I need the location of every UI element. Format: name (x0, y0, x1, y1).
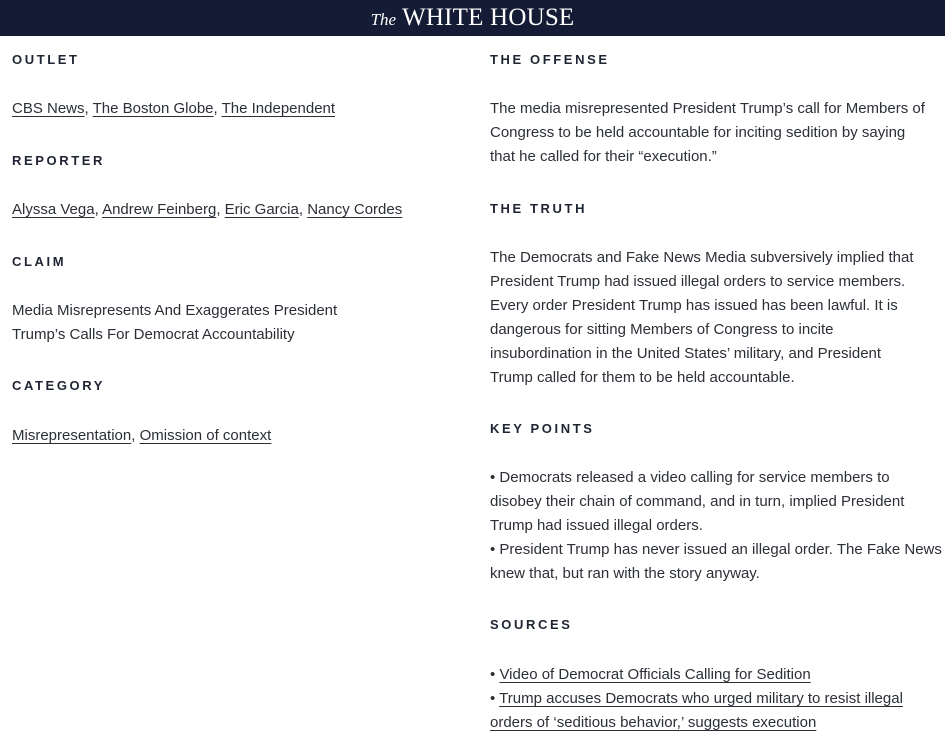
reporter-link-andrew-feinberg[interactable]: Andrew Feinberg (102, 201, 217, 218)
source-link-trump-accuses-cont[interactable]: orders of ‘seditious behavior,’ suggests execution (490, 714, 817, 731)
category-list (12, 424, 271, 448)
source-item (490, 663, 903, 687)
source-link-video[interactable]: Video of Democrat Officials Calling for Sedition (499, 666, 811, 683)
reporter-heading: REPORTER (12, 153, 106, 168)
white-house-logo[interactable] (371, 4, 575, 32)
key-point-line: • Democrats released a video calling for service members to (490, 469, 890, 486)
logo-main: WHITE HOUSE (402, 4, 575, 31)
claim-heading: CLAIM (12, 254, 67, 269)
offense-text (490, 97, 925, 169)
truth-line: The Democrats and Fake News Media subversively implied that (490, 249, 914, 266)
separator: , (298, 201, 304, 218)
truth-heading: THE TRUTH (490, 201, 588, 216)
separator: , (216, 201, 221, 218)
truth-text (490, 246, 914, 390)
truth-line: Trump called for them to be held accountable. (490, 369, 795, 386)
outlet-heading: OUTLET (12, 52, 80, 67)
category-link-omission[interactable]: Omission of context (139, 427, 272, 444)
category-link-misrepresentation[interactable]: Misrepresentation (12, 427, 132, 444)
offense-line: The media misrepresented President Trump’s call for Members of (490, 100, 925, 117)
reporter-link-alyssa-vega[interactable]: Alyssa Vega (12, 201, 95, 218)
source-item (490, 687, 903, 711)
sources-heading: SOURCES (490, 617, 573, 632)
separator: , (131, 427, 136, 444)
key-point-line: knew that, but ran with the story anyway. (490, 565, 760, 582)
outlet-link-boston-globe[interactable]: The Boston Globe (92, 100, 214, 117)
claim-line: Trump’s Calls For Democrat Accountability (12, 326, 295, 343)
reporter-list (12, 198, 402, 222)
separator: , (213, 100, 218, 117)
outlet-link-cbs[interactable]: CBS News (12, 100, 85, 117)
truth-line: Every order President Trump has issued has been lawful. It is (490, 297, 898, 314)
key-points-heading: KEY POINTS (490, 421, 595, 436)
offense-heading: THE OFFENSE (490, 52, 610, 67)
key-point-line: Trump had issued illegal orders. (490, 517, 703, 534)
site-header (0, 0, 945, 36)
key-points-text (490, 466, 942, 586)
sources-list (490, 663, 903, 735)
reporter-link-nancy-cordes[interactable]: Nancy Cordes (307, 201, 403, 218)
key-point-line: • President Trump has never issued an illegal order. The Fake News (490, 541, 942, 558)
separator: , (94, 201, 99, 218)
truth-line: insubordination in the United States’ military, and President (490, 345, 882, 362)
category-heading: CATEGORY (12, 378, 106, 393)
source-link-trump-accuses[interactable]: Trump accuses Democrats who urged military to resist illegal (499, 690, 903, 707)
bullet: • (490, 666, 496, 683)
logo-the: The (370, 10, 397, 29)
key-point-line: disobey their chain of command, and in turn, implied President (490, 493, 905, 510)
offense-line: Congress to be held accountable for inciting sedition by saying (490, 124, 906, 141)
separator: , (84, 100, 89, 117)
reporter-link-eric-garcia[interactable]: Eric Garcia (224, 201, 299, 218)
truth-line: President Trump had issued illegal orders to service members. (490, 273, 906, 290)
bullet: • (490, 690, 496, 707)
claim-line: Media Misrepresents And Exaggerates President (12, 302, 338, 319)
source-item (490, 711, 903, 735)
truth-line: dangerous for sitting Members of Congress to incite (490, 321, 834, 338)
offense-line: that he called for their “execution.” (490, 148, 717, 165)
claim-text (12, 299, 337, 347)
outlet-link-independent[interactable]: The Independent (221, 100, 336, 117)
outlet-list (12, 97, 335, 121)
